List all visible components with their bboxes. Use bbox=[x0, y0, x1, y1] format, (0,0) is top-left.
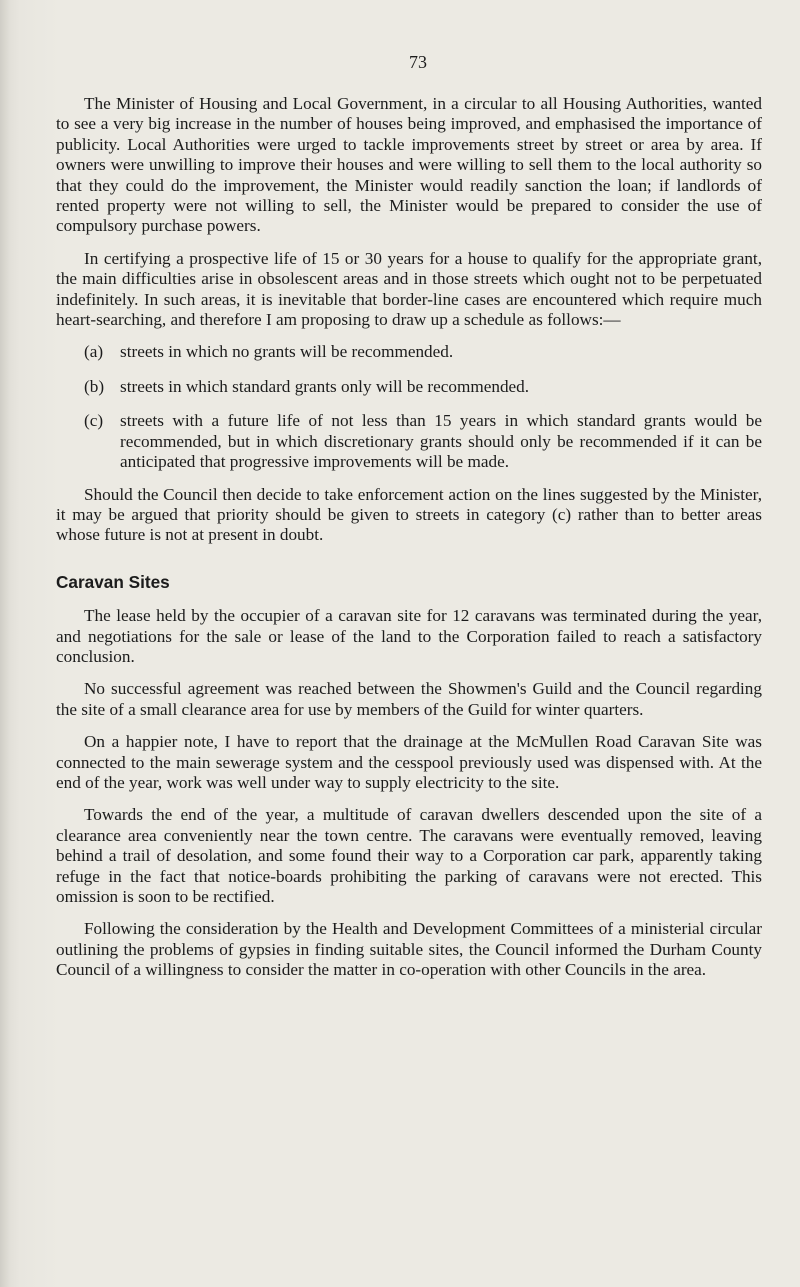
schedule-item-text: streets in which no grants will be recommended. bbox=[120, 342, 454, 362]
schedule-item-text: streets in which standard grants only will be recommended. bbox=[120, 376, 530, 396]
paragraph-showmens-guild: No successful agreement was reached between the Showmen's Guild and the Council regarding the site of a small clearance area for use by members of the Guild for winter quarters. bbox=[56, 679, 762, 719]
paragraph-caravan-dwellers: Towards the end of the year, a multitude of caravan dwellers descended upon the site of a clearance area conveniently near the town centre. The caravans were eventually removed, leaving behind a trail of desolation, and some found their way to a Corporation car park, apparently taking refuge in the fact that notice-boards prohibiting the parking of caravans were not erected. This omission is soon to be rectified. bbox=[56, 805, 762, 906]
paragraph-certifying-life: In certifying a prospective life of 15 or 30 years for a house to qualify for the appropriate grant, the main difficulties arise in obsolescent areas and in those streets which ought not to be perpetuated indefinitely. In such areas, it is inevitable that border-line cases are encountered which require much heart-searching, and therefore I am proposing to draw up a schedule as follows:— bbox=[56, 248, 762, 330]
page-gutter-shadow bbox=[0, 0, 10, 1287]
page-number: 73 bbox=[409, 52, 427, 72]
schedule-item-marker: (a) bbox=[84, 342, 104, 362]
schedule-item bbox=[56, 342, 762, 362]
paragraph-enforcement-action: Should the Council then decide to take enforcement action on the lines suggested by the Minister, it may be argued that priority should be given to streets in category (c) rather than to better areas whose future is not at present in doubt. bbox=[56, 484, 762, 545]
schedule-item bbox=[56, 411, 762, 472]
schedule-item-text: streets with a future life of not less than 15 years in which standard grants would be recommended, but in which discretionary grants should only be recommended if it can be anticipated that progressive improvements will be made. bbox=[120, 411, 762, 472]
schedule-item-marker: (b) bbox=[84, 376, 105, 396]
paragraph-minister-circular: The Minister of Housing and Local Government, in a circular to all Housing Authorities, wanted to see a very big increase in the number of houses being improved, and emphasised the importance of publicity. Local Authorities were urged to tackle improvements street by street or area by area. If owners were unwilling to improve their houses and were willing to sell them to the local authority so that they could do the improvement, the Minister would readily sanction the loan; if landlords of rented property were not willing to sell, the Minister would be prepared to consider the use of compulsory purchase powers. bbox=[56, 94, 762, 236]
paragraph-mcmullen-road: On a happier note, I have to report that the drainage at the McMullen Road Caravan Site was connected to the main sewerage system and the cesspool previously used was dispensed with. At the end of the year, work was well under way to supply electricity to the site. bbox=[56, 732, 762, 792]
schedule-item bbox=[56, 377, 762, 397]
section-heading-caravan-sites: Caravan Sites bbox=[56, 571, 170, 592]
paragraph-gypsies-circular: Following the consideration by the Health and Development Committees of a ministerial circular outlining the problems of gypsies in finding suitable sites, the Council informed the Durham County Council of a willingness to consider the matter in co-operation with other Councils in the area. bbox=[56, 919, 762, 980]
schedule-list bbox=[56, 342, 762, 472]
schedule-item-marker: (c) bbox=[84, 411, 104, 431]
paragraph-lease-terminated: The lease held by the occupier of a caravan site for 12 caravans was terminated during the year, and negotiations for the sale or lease of the land to the Corporation failed to reach a satisfactory conclusion. bbox=[56, 606, 762, 666]
document-content bbox=[56, 52, 762, 993]
